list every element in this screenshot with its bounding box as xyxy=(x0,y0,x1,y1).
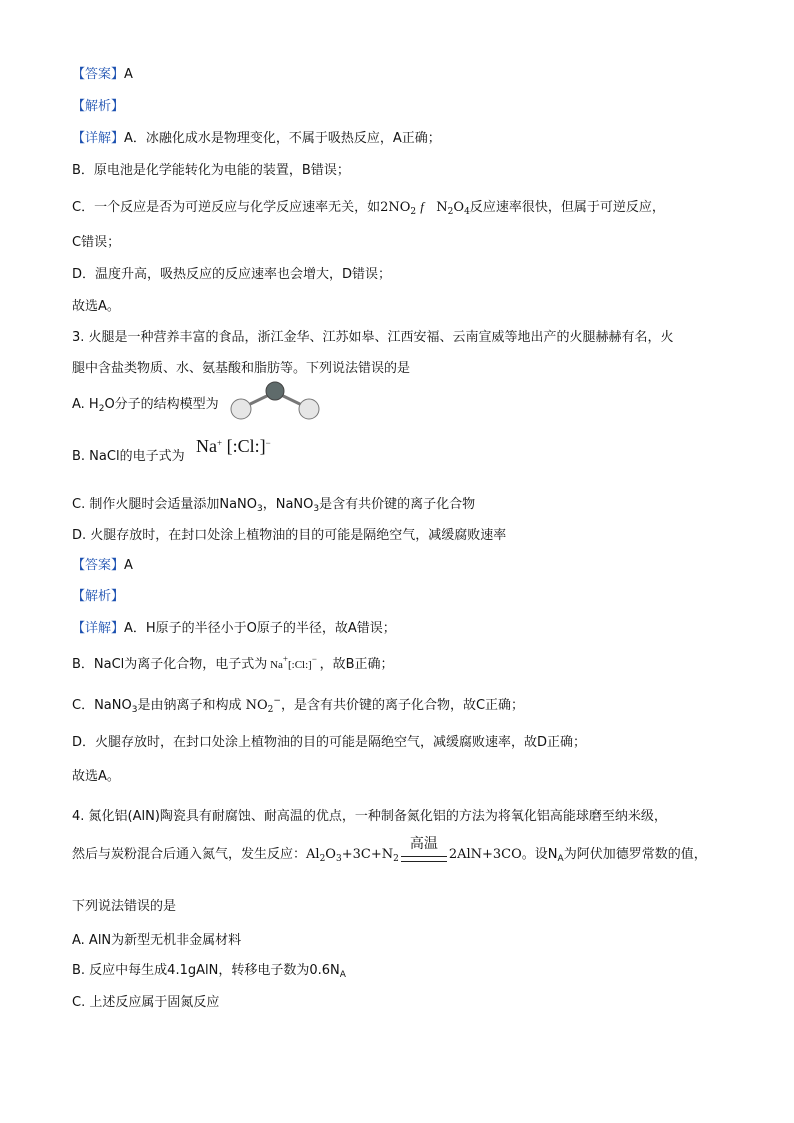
reaction-condition: 高温 xyxy=(401,856,447,862)
nacl-electron-formula-small: Na+[:Cl:]− xyxy=(270,654,317,671)
detail-tag: 【详解】 xyxy=(72,131,125,146)
q2-analysis-line xyxy=(72,98,124,116)
q3-stem-line2: 腿中含盐类物质、水、氨基酸和脂肪等。下列说法错误的是 xyxy=(72,361,411,376)
q3-answer-line xyxy=(72,557,133,575)
hydrogen-atom xyxy=(231,399,251,419)
answer-value: A xyxy=(124,558,133,573)
q3-conclusion: 故选A。 xyxy=(72,769,120,784)
q4-reaction-equation: $Al_2O_3+3C+N_2$ 高温 2AlN+3CO xyxy=(306,836,522,864)
q3-detail-c: C．NaNO$_3$是由钠离子和构成 $NO_2^-$，是含有共价键的离子化合物，故C正确； xyxy=(72,696,525,715)
q2-detail-c xyxy=(72,198,665,217)
q3-option-b xyxy=(72,448,185,466)
oxygen-atom xyxy=(266,382,284,400)
reversible-arrow-glyph: f xyxy=(420,199,424,214)
nitrite-ion: $NO_2^-$ xyxy=(245,696,281,715)
q3-stem-line1: 3. 火腿是一种营养丰富的食品，浙江金华、江苏如皋、江西安福、云南宣威等地出产的火腿赫赫有名，火 xyxy=(72,330,674,345)
q2-detail-c-tail: C错误； xyxy=(72,235,121,250)
nacl-electron-formula: Na+ [:Cl:]− xyxy=(196,436,271,456)
hydrogen-atom xyxy=(299,399,319,419)
q3-option-b-text: B. NaCl的电子式为 xyxy=(72,449,185,464)
answer-value: A xyxy=(124,67,133,82)
q3-detail-a-text: A．H原子的半径小于O原子的半径，故A错误； xyxy=(124,621,396,636)
q2-detail-a-text: A．冰融化成水是物理变化，不属于吸热反应，A正确； xyxy=(124,131,441,146)
q2-detail-a xyxy=(72,130,441,148)
q4-stem-line3: 下列说法错误的是 xyxy=(72,899,177,914)
q2-equation: $2NO_2$ f $N_2O_4$ xyxy=(380,199,470,217)
analysis-tag: 【解析】 xyxy=(72,99,125,114)
analysis-tag: 【解析】 xyxy=(72,589,125,604)
q2-detail-d: D．温度升高，吸热反应的反应速率也会增大，D错误； xyxy=(72,267,392,282)
q4-stem-line2: 然后与炭粉混合后通入氮气，发生反应：$Al_2O_3+3C+N_2$ 高温 2AlN+3CO。设$N_A$为阿伏加德罗常数的值， xyxy=(72,836,707,864)
q2-conclusion: 故选A。 xyxy=(72,299,120,314)
q4-option-b: B. 反应中每生成4.1gAlN，转移电子数为$0.6N_A$ xyxy=(72,963,346,980)
q2-detail-c-text: C．一个反应是否为可逆反应与化学反应速率无关，如 xyxy=(72,200,381,215)
water-molecule-model xyxy=(230,381,322,423)
q3-detail-b: B．NaCl为离子化合物，电子式为 Na+[:Cl:]− ，故B正确； xyxy=(72,654,394,672)
q2-detail-c-post: 反应速率很快，但属于可逆反应， xyxy=(469,200,665,215)
detail-tag: 【详解】 xyxy=(72,621,125,636)
q3-option-c: C. 制作火腿时会适量添加NaNO$_3$，NaNO$_3$是含有共价键的离子化合物 xyxy=(72,497,476,514)
q3-detail-a xyxy=(72,620,396,638)
q4-option-a: A. AlN为新型无机非金属材料 xyxy=(72,933,242,948)
q3-detail-d: D．火腿存放时，在封口处涂上植物油的目的可能是隔绝空气，减缓腐败速率，故D正确； xyxy=(72,735,587,750)
q2-answer-line xyxy=(72,66,133,84)
q3-option-a: A. $H_2O$分子的结构模型为 xyxy=(72,397,219,414)
answer-tag: 【答案】 xyxy=(72,67,125,82)
q3-analysis-line xyxy=(72,588,124,606)
q4-stem-line1: 4. 氮化铝(AlN)陶瓷具有耐腐蚀、耐高温的优点，一种制备氮化铝的方法为将氧化铝高能球磨至纳米级， xyxy=(72,809,667,824)
q4-option-c: C. 上述反应属于固氮反应 xyxy=(72,995,220,1010)
q3-option-d: D. 火腿存放时，在封口处涂上植物油的目的可能是隔绝空气，减缓腐败速率 xyxy=(72,528,507,543)
q2-detail-b: B．原电池是化学能转化为电能的装置，B错误； xyxy=(72,163,350,178)
answer-tag: 【答案】 xyxy=(72,558,125,573)
